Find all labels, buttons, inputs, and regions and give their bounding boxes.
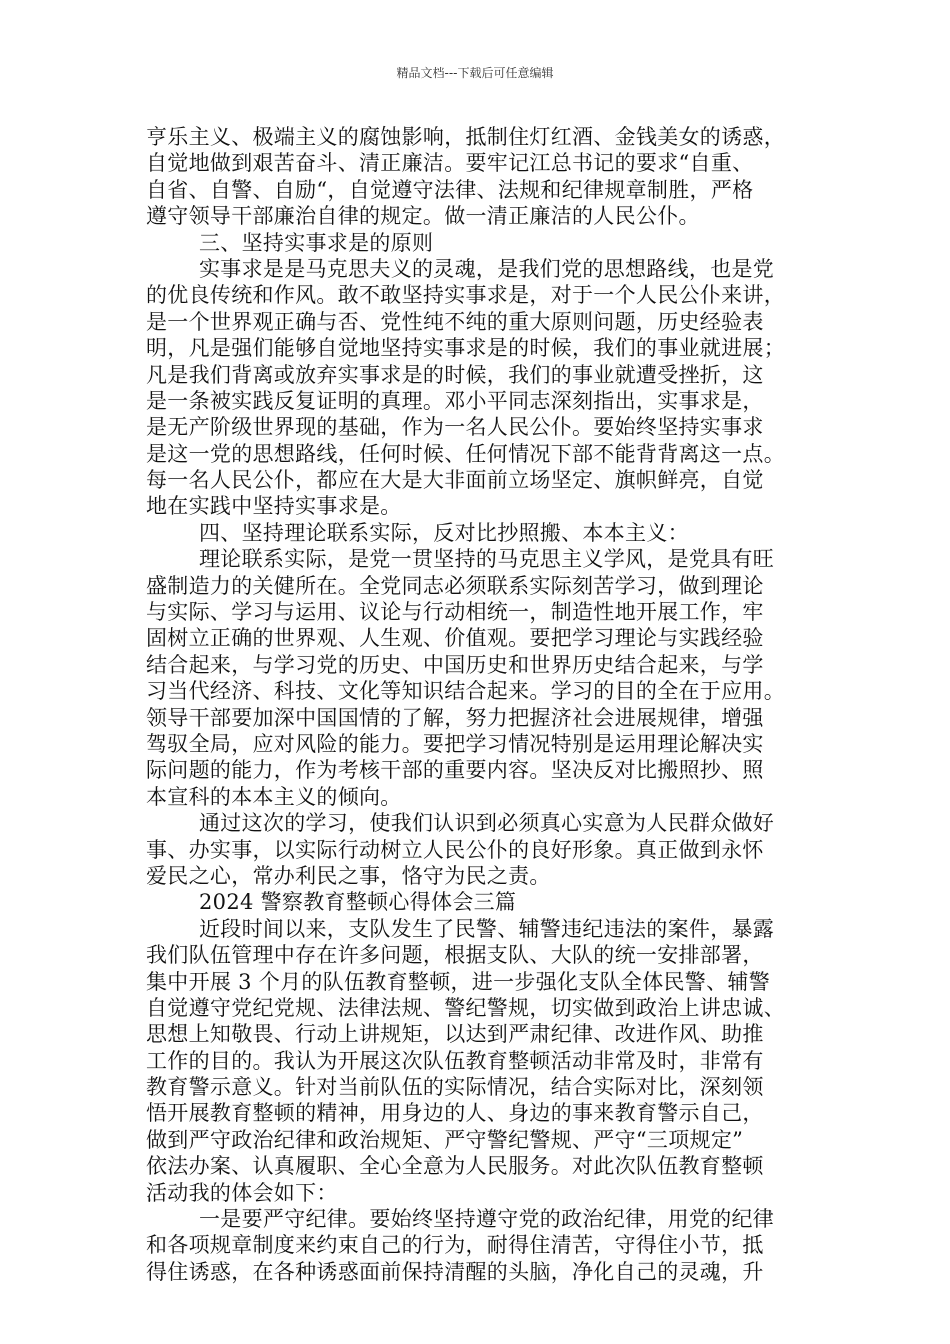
text-line: 工作的目的。我认为开展这次队伍教育整顿活动非常及时，非常有	[146, 1048, 764, 1073]
text-line: 盛制造力的关健所在。全党同志必须联系实际刻苦学习，做到理论	[146, 573, 764, 598]
text-line: 与实际、学习与运用、议论与行动相统一，制造性地开展工作，牢	[146, 600, 764, 625]
text-line: 2024 警察教育整顿心得体会三篇	[199, 890, 517, 915]
text-line: 是这一党的思想路线，任何时候、任何情况下部不能背背离这一点。	[146, 441, 785, 466]
text-line: 实事求是是马克思夫义的灵魂，是我们党的思想路线，也是党	[199, 256, 775, 281]
text-line: 活动我的体会如下：	[146, 1180, 338, 1205]
text-line: 固树立正确的世界观、人生观、价值观。要把学习理论与实践经验	[146, 626, 764, 651]
text-line: 依法办案、认真履职、全心全意为人民服务。对此次队伍教育整顿	[146, 1154, 764, 1179]
text-line: 一是要严守纪律。要始终坚持遵守党的政治纪律，用党的纪律	[199, 1207, 775, 1232]
page-header: 精品文档---下载后可任意编辑	[396, 66, 554, 80]
text-line: 理论联系实际，是党一贯坚持的马克思主义学风，是党具有旺	[199, 547, 775, 572]
text-line: 是一条被实践反复证明的真理。邓小平同志深刻指出，实事求是，	[146, 388, 764, 413]
text-line: 集中开展 3 个月的队伍教育整顿，进一步强化支队全体民警、辅警	[146, 969, 771, 994]
text-line: 领导干部要加深中国国情的了解，努力把握济社会进展规律，增强	[146, 705, 764, 730]
text-line: 自省、自警、自励“，自觉遵守法律、法规和纪律规章制胜，严格	[146, 177, 754, 202]
text-line: 爱民之心，常办利民之事，恪守为民之责。	[146, 863, 551, 888]
text-line: 近段时间以来，支队发生了民警、辅警违纪违法的案件，暴露	[199, 916, 775, 941]
text-line: 驾驭全局，应对风险的能力。要把学习情况特别是运用理论解决实	[146, 731, 764, 756]
text-line: 三、坚持实事求是的原则	[199, 230, 434, 255]
text-line: 四、坚持理论联系实际，反对比抄照搬、本本主义：	[199, 520, 689, 545]
text-line: 是无产阶级世界现的基础，作为一名人民公仆。要始终坚持实事求	[146, 415, 764, 440]
text-line: 本宣科的本本主义的倾向。	[146, 784, 402, 809]
text-line: 的优良传统和作风。敢不敢坚持实事求是，对于一个人民公仆来讲，	[146, 283, 785, 308]
text-line: 是一个世界观正确与否、党性纯不纯的重大原则问题，历史经验表	[146, 309, 764, 334]
text-line: 每一名人民公仆，都应在大是大非面前立场坚定、旗帜鲜亮，自觉	[146, 468, 764, 493]
text-line: 思想上知敬畏、行动上讲规矩，以达到严肃纪律、改进作风、助推	[146, 1022, 764, 1047]
text-line: 习当代经济、科技、文化等知识结合起来。学习的目的全在于应用。	[146, 679, 785, 704]
text-line: 我们队伍管理中存在许多问题，根据支队、大队的统一安排部署，	[146, 943, 764, 968]
text-line: 凡是我们背离或放弃实事求是的时候，我们的事业就遭受挫折，这	[146, 362, 764, 387]
text-line: 遵守领导干部廉治自律的规定。做一清正廉洁的人民公仆。	[146, 204, 700, 229]
document-body	[146, 124, 822, 1285]
text-line: 事、办实事，以实际行动树立人民公仆的良好形象。真正做到永怀	[146, 837, 764, 862]
text-line: 结合起来，与学习党的历史、中国历史和世界历史结合起来，与学	[146, 652, 764, 677]
text-line: 亨乐主义、极端主义的腐蚀影响，抵制住灯红酒、金钱美女的诱惑，	[146, 125, 785, 149]
text-line: 际问题的能力，作为考核干部的重要内容。坚决反对比搬照抄、照	[146, 758, 764, 783]
text-line: 和各项规章制度来约束自己的行为，耐得住清苦，守得住小节，抵	[146, 1233, 764, 1258]
text-line: 得住诱惑，在各种诱惑面前保持清醒的头脑，净化自己的灵魂，升	[146, 1259, 764, 1284]
text-line: 地在实践中坚持实事求是。	[146, 494, 402, 519]
text-line: 自觉遵守党纪党规、法律法规、警纪警规，切实做到政治上讲忠诚、	[146, 995, 785, 1020]
text-line: 做到严守政治纪律和政治规矩、严守警纪警规、严守“三项规定”	[146, 1127, 744, 1152]
text-line: 悟开展教育整顿的精神，用身边的人、身边的事来教育警示自己，	[146, 1101, 764, 1126]
text-line: 明，凡是强们能够自觉地坚持实事求是的时候，我们的事业就进展；	[146, 336, 785, 361]
text-line: 通过这次的学习，使我们认识到必须真心实意为人民群众做好	[199, 811, 775, 836]
text-line: 自觉地做到艰苦奋斗、清正廉洁。要牢记江总书记的要求“自重、	[146, 151, 754, 176]
text-line: 教育警示意义。针对当前队伍的实际情况，结合实际对比，深刻领	[146, 1075, 764, 1100]
